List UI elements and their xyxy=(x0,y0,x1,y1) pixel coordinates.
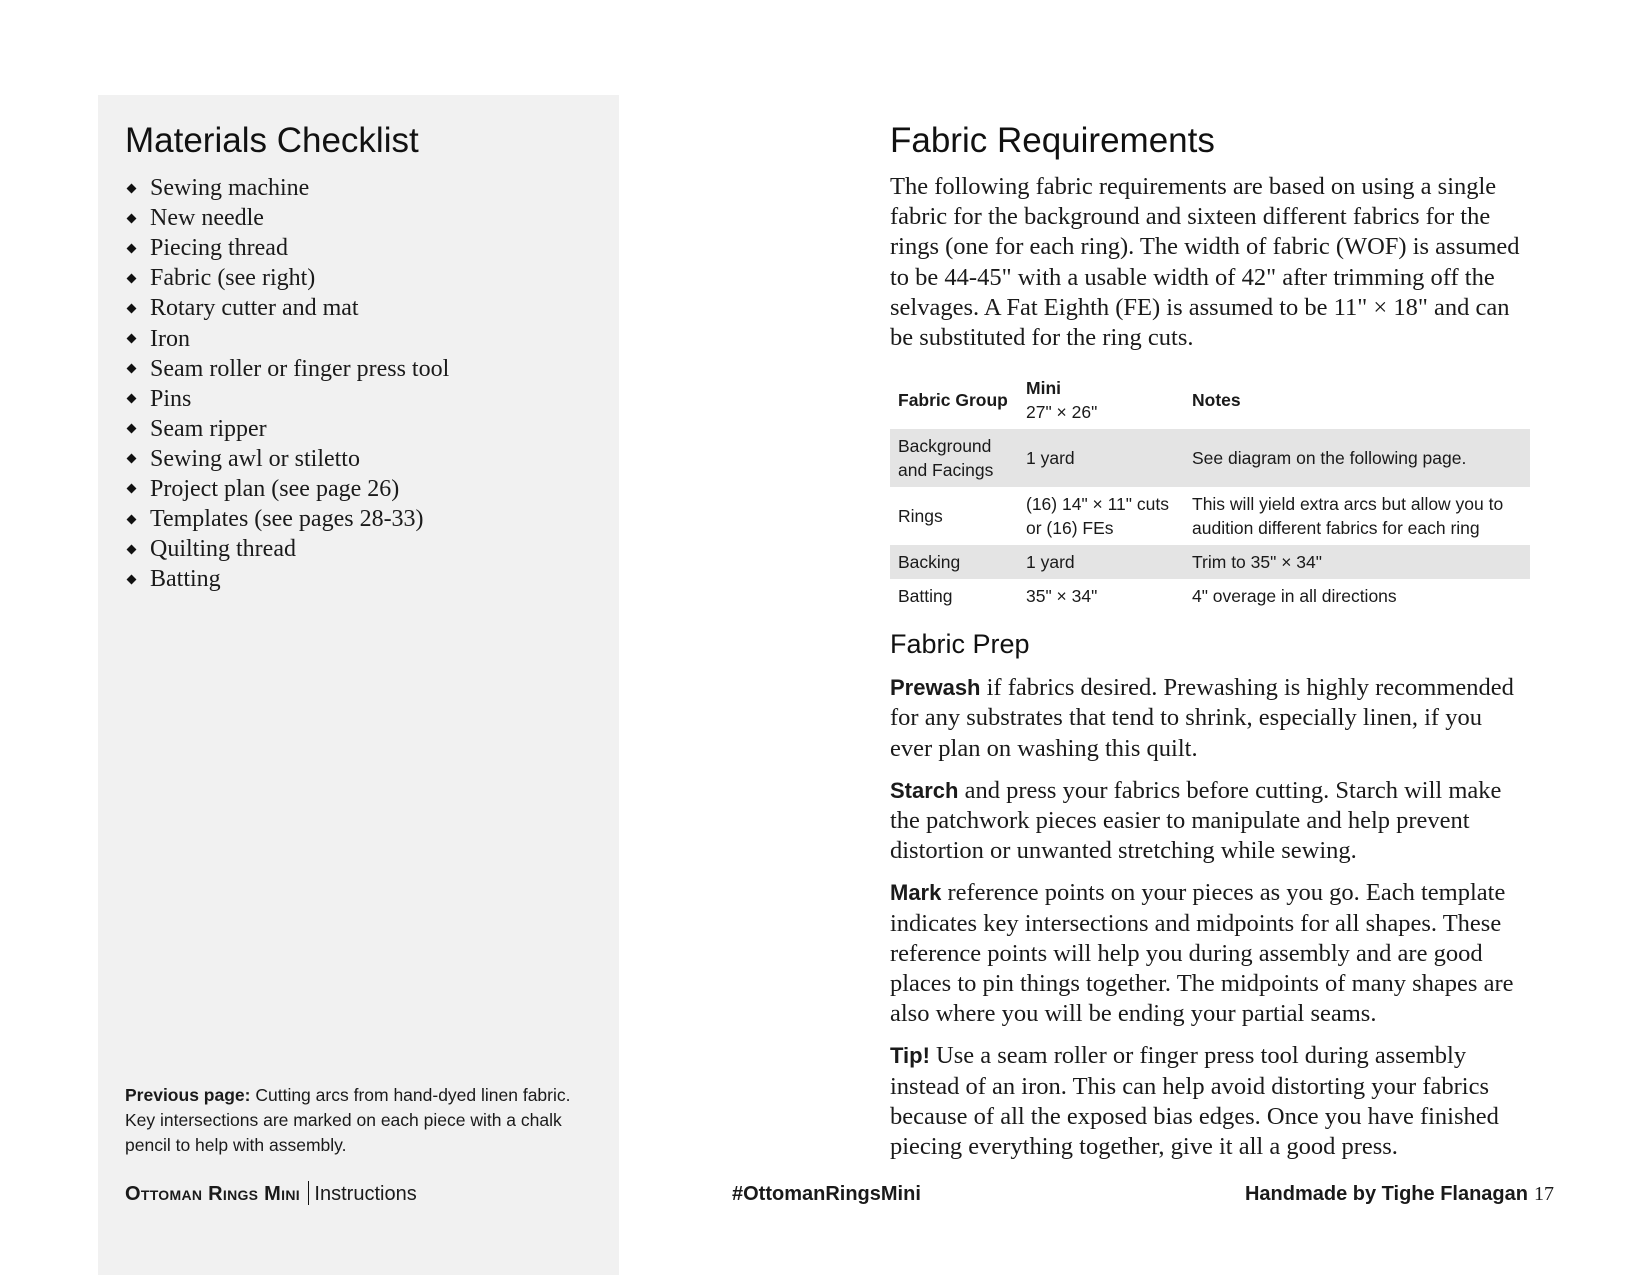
page-number: 17 xyxy=(1534,1183,1554,1205)
footer-divider xyxy=(308,1181,310,1205)
list-item-label: Pins xyxy=(150,385,192,412)
footer-hashtag: #OttomanRingsMini xyxy=(732,1183,921,1205)
list-item xyxy=(125,173,449,203)
prep-paragraph-mark xyxy=(890,878,1530,1029)
list-item-label: Quilting thread xyxy=(150,536,296,563)
fabric-requirements-section xyxy=(890,120,1530,1162)
footer-author xyxy=(1245,1181,1554,1207)
cell-notes: Trim to 35" × 34" xyxy=(1184,545,1530,579)
list-item xyxy=(125,534,449,564)
list-item xyxy=(125,263,449,293)
header-mini-size: 27" × 26" xyxy=(1026,402,1098,423)
caption-text: Cutting arcs from hand-dyed linen fabric. Key intersections are marked on each piece with a chalk pencil to help with assembly. xyxy=(125,1085,571,1155)
diamond-bullet-icon xyxy=(127,424,137,434)
list-item-label: Project plan (see page 26) xyxy=(150,475,400,502)
footer-author-name: Handmade by Tighe Flanagan xyxy=(1244,1183,1528,1205)
list-item-label: Seam ripper xyxy=(150,415,267,442)
list-item xyxy=(125,323,449,353)
cell-notes: 4" overage in all directions xyxy=(1192,586,1397,607)
list-item xyxy=(125,203,449,233)
table-row xyxy=(890,429,1530,487)
fabric-intro-paragraph: The following fabric requirements are based on using a single fabric for the background and sixteen different fabrics for the rings (one for each ring). The width of fabric (WOF) is assumed to be 44-45" with a usable width of 42" after trimming off the selvages. A Fat Eighth (FE) is assumed to be 11" × 18" and can be substituted for the ring cuts. xyxy=(890,173,1520,352)
diamond-bullet-icon xyxy=(127,574,137,584)
list-item xyxy=(125,444,449,474)
list-item-label: Piecing thread xyxy=(150,235,288,262)
cell-mini: 1 yard xyxy=(1018,545,1184,579)
cell-fabric-group: Batting xyxy=(898,586,953,607)
fabric-prep-title: Fabric Prep xyxy=(890,629,1030,660)
list-item xyxy=(125,233,449,263)
prep-lead: Tip! xyxy=(890,1043,930,1069)
table-header-row xyxy=(890,371,1530,429)
diamond-bullet-icon xyxy=(127,243,137,253)
list-item-label: Sewing machine xyxy=(150,175,310,202)
prep-lead: Prewash xyxy=(890,675,981,701)
diamond-bullet-icon xyxy=(127,273,137,283)
list-item xyxy=(125,384,449,414)
footer-section: Instructions xyxy=(314,1183,417,1205)
list-item-label: Sewing awl or stiletto xyxy=(150,445,360,472)
prep-text: if fabrics desired. Prewashing is highly recommended for any substrates that tend to shrink, especially linen, if you ever plan on washing this quilt. xyxy=(890,674,1514,762)
footer-brand: Ottoman Rings Mini xyxy=(125,1183,300,1205)
diamond-bullet-icon xyxy=(127,183,137,193)
table-row xyxy=(890,487,1530,545)
cell-mini: (16) 14" × 11" cuts or (16) FEs xyxy=(1026,494,1169,539)
list-item-label: Rotary cutter and mat xyxy=(150,295,359,322)
list-item xyxy=(125,354,449,384)
list-item-label: Iron xyxy=(150,325,190,352)
list-item xyxy=(125,504,449,534)
fabric-requirements-table xyxy=(890,371,1530,613)
header-mini xyxy=(1018,371,1184,429)
caption-lead: Previous page: xyxy=(125,1085,251,1105)
list-item-label: Seam roller or finger press tool xyxy=(150,355,450,382)
cell-notes: See diagram on the following page. xyxy=(1184,429,1530,487)
list-item xyxy=(125,474,449,504)
cell-notes: This will yield extra arcs but allow you to audition different fabrics for each ring xyxy=(1192,494,1504,539)
header-notes: Notes xyxy=(1192,390,1241,411)
prep-text: Use a seam roller or finger press tool during assembly instead of an iron. This can help avoid distorting your fabrics because of all the exposed bias edges. Once you have finished piecing everything together, give it all a good press. xyxy=(890,1042,1499,1161)
header-fabric-group: Fabric Group xyxy=(898,390,1008,411)
prep-lead: Starch xyxy=(890,777,959,803)
diamond-bullet-icon xyxy=(127,484,137,494)
table-row xyxy=(890,579,1530,613)
list-item xyxy=(125,293,449,323)
materials-list xyxy=(125,173,449,594)
cell-mini: 1 yard xyxy=(1018,429,1184,487)
cell-fabric-group: Backing xyxy=(890,545,1018,579)
list-item xyxy=(125,414,449,444)
diamond-bullet-icon xyxy=(127,364,137,374)
list-item xyxy=(125,564,449,594)
prep-paragraph-prewash xyxy=(890,673,1530,764)
prep-lead: Mark xyxy=(890,880,942,906)
diamond-bullet-icon xyxy=(127,213,137,223)
header-mini-label: Mini xyxy=(1026,378,1061,399)
list-item-label: Fabric (see right) xyxy=(150,265,316,292)
materials-checklist-title: Materials Checklist xyxy=(125,121,419,160)
diamond-bullet-icon xyxy=(127,544,137,554)
diamond-bullet-icon xyxy=(127,303,137,313)
footer-title xyxy=(125,1181,417,1207)
cell-mini: 35" × 34" xyxy=(1026,586,1098,607)
photo-caption xyxy=(125,1083,595,1158)
list-item-label: Batting xyxy=(150,566,221,593)
cell-fabric-group: Background and Facings xyxy=(890,429,1018,487)
table-row xyxy=(890,545,1530,579)
diamond-bullet-icon xyxy=(127,394,137,404)
list-item-label: New needle xyxy=(150,205,264,232)
cell-fabric-group: Rings xyxy=(898,506,943,527)
prep-paragraph-starch xyxy=(890,776,1530,867)
diamond-bullet-icon xyxy=(127,514,137,524)
prep-paragraph-tip xyxy=(890,1041,1530,1162)
list-item-label: Templates (see pages 28-33) xyxy=(150,506,424,533)
prep-text: and press your fabrics before cutting. Starch will make the patchwork pieces easier to manipulate and help prevent distortion or unwanted stretching while sewing. xyxy=(890,776,1502,865)
diamond-bullet-icon xyxy=(127,334,137,344)
fabric-requirements-title: Fabric Requirements xyxy=(890,121,1215,160)
prep-text: reference points on your pieces as you go. Each template indicates key intersections and midpoints for all shapes. These reference points will help you during assembly and are good places to pin things together. The midpoints of many shapes are also where you will be ending your partial seams. xyxy=(890,879,1514,1028)
diamond-bullet-icon xyxy=(127,454,137,464)
